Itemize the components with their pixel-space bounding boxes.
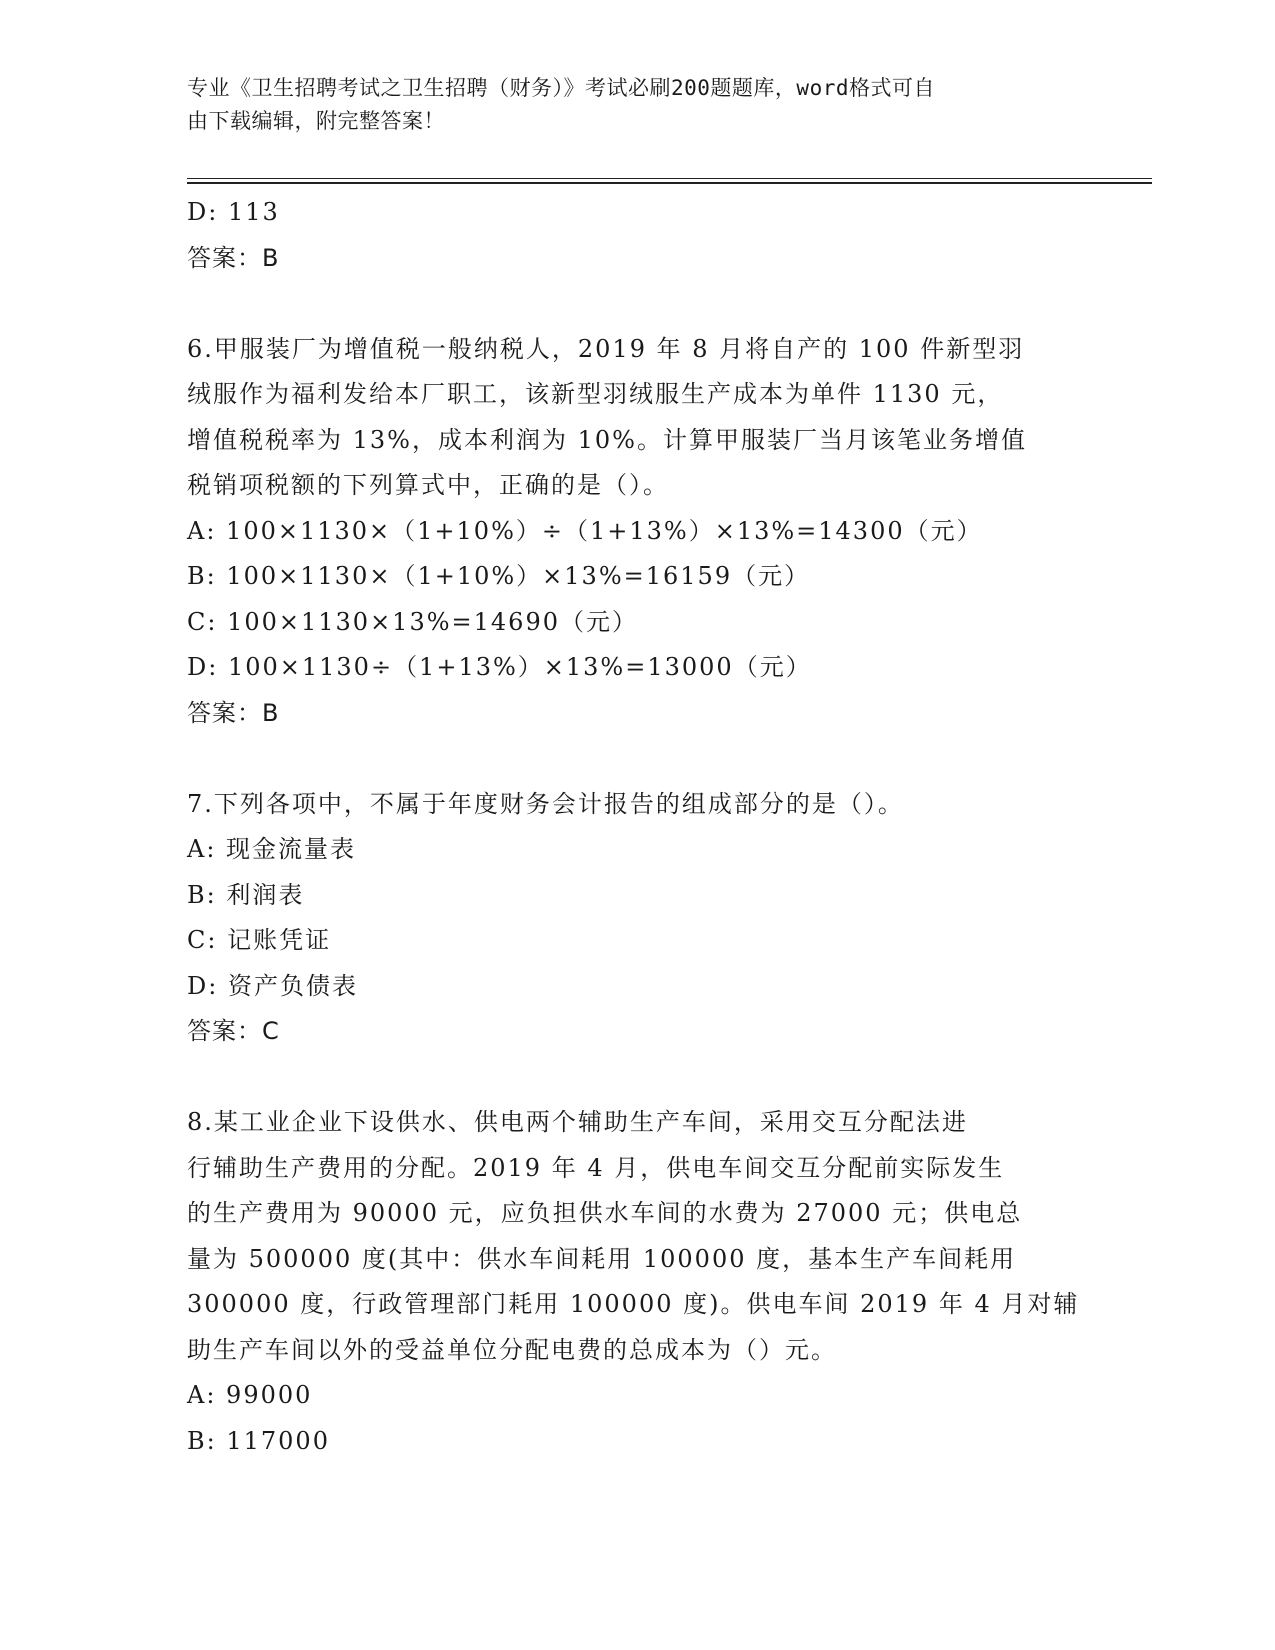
question-text-line: 行辅助生产费用的分配。2019 年 4 月，供电车间交互分配前实际发生 bbox=[187, 1153, 1005, 1182]
question-text-line: 300000 度，行政管理部门耗用 100000 度)。供电车间 2019 年 4 月对辅 bbox=[187, 1290, 1080, 1318]
header-divider-thin bbox=[187, 178, 1152, 179]
option-b: B: 117000 bbox=[187, 1426, 330, 1455]
question-text-line: 绒服作为福利发给本厂职工，该新型羽绒服生产成本为单件 1130 元， bbox=[187, 380, 1004, 408]
question-6 bbox=[187, 327, 1087, 737]
question-text-line: 增值税税率为 13%，成本利润为 10%。计算甲服装厂当月该笔业务增值 bbox=[187, 425, 1027, 454]
option-b: B: 100×1130×（1+10%）×13%=16159（元） bbox=[187, 562, 811, 590]
question-7 bbox=[187, 782, 1087, 1055]
question-8 bbox=[187, 1100, 1087, 1464]
header-line-1: 专业《卫生招聘考试之卫生招聘（财务）》考试必刷200题题库，word格式可自 bbox=[187, 76, 935, 100]
header-divider-thick bbox=[187, 182, 1152, 184]
page-header bbox=[187, 72, 1067, 138]
question-text-line: 6.甲服装厂为增值税一般纳税人，2019 年 8 月将自产的 100 件新型羽 bbox=[187, 334, 1025, 363]
answer-label: 答案：B bbox=[187, 698, 280, 727]
option-c: C: 100×1130×13%=14690（元） bbox=[187, 607, 638, 636]
option-d: D: 100×1130÷（1+13%）×13%=13000（元） bbox=[187, 653, 812, 681]
question-text-line: 量为 500000 度(其中：供水车间耗用 100000 度，基本生产车间耗用 bbox=[187, 1244, 1017, 1273]
spacer bbox=[187, 736, 1087, 782]
question-content bbox=[187, 190, 1087, 1464]
question-text-line: 8.某工业企业下设供水、供电两个辅助生产车间，采用交互分配法进 bbox=[187, 1108, 968, 1136]
option-a: A: 现金流量表 bbox=[187, 835, 357, 863]
question-text-line: 的生产费用为 90000 元，应负担供水车间的水费为 27000 元；供电总 bbox=[187, 1199, 1023, 1227]
option-b: B: 利润表 bbox=[187, 880, 305, 909]
question-text-line: 助生产车间以外的受益单位分配电费的总成本为（）元。 bbox=[187, 1335, 837, 1364]
option-d: D: 资产负债表 bbox=[187, 971, 358, 1000]
spacer bbox=[187, 281, 1087, 327]
spacer bbox=[187, 1055, 1087, 1101]
answer-label: 答案：B bbox=[187, 243, 280, 272]
header-line-2: 由下载编辑，附完整答案！ bbox=[187, 109, 445, 133]
option-c: C: 记账凭证 bbox=[187, 926, 332, 954]
question-text-line: 税销项税额的下列算式中，正确的是（）。 bbox=[187, 471, 669, 499]
question-text-line: 7.下列各项中，不属于年度财务会计报告的组成部分的是（）。 bbox=[187, 789, 904, 818]
option-a: A: 99000 bbox=[187, 1381, 313, 1409]
answer-label: 答案：C bbox=[187, 1017, 280, 1045]
option-a: A: 100×1130×（1+10%）÷（1+13%）×13%=14300（元） bbox=[187, 516, 983, 545]
option-d: D: 113 bbox=[187, 198, 280, 226]
